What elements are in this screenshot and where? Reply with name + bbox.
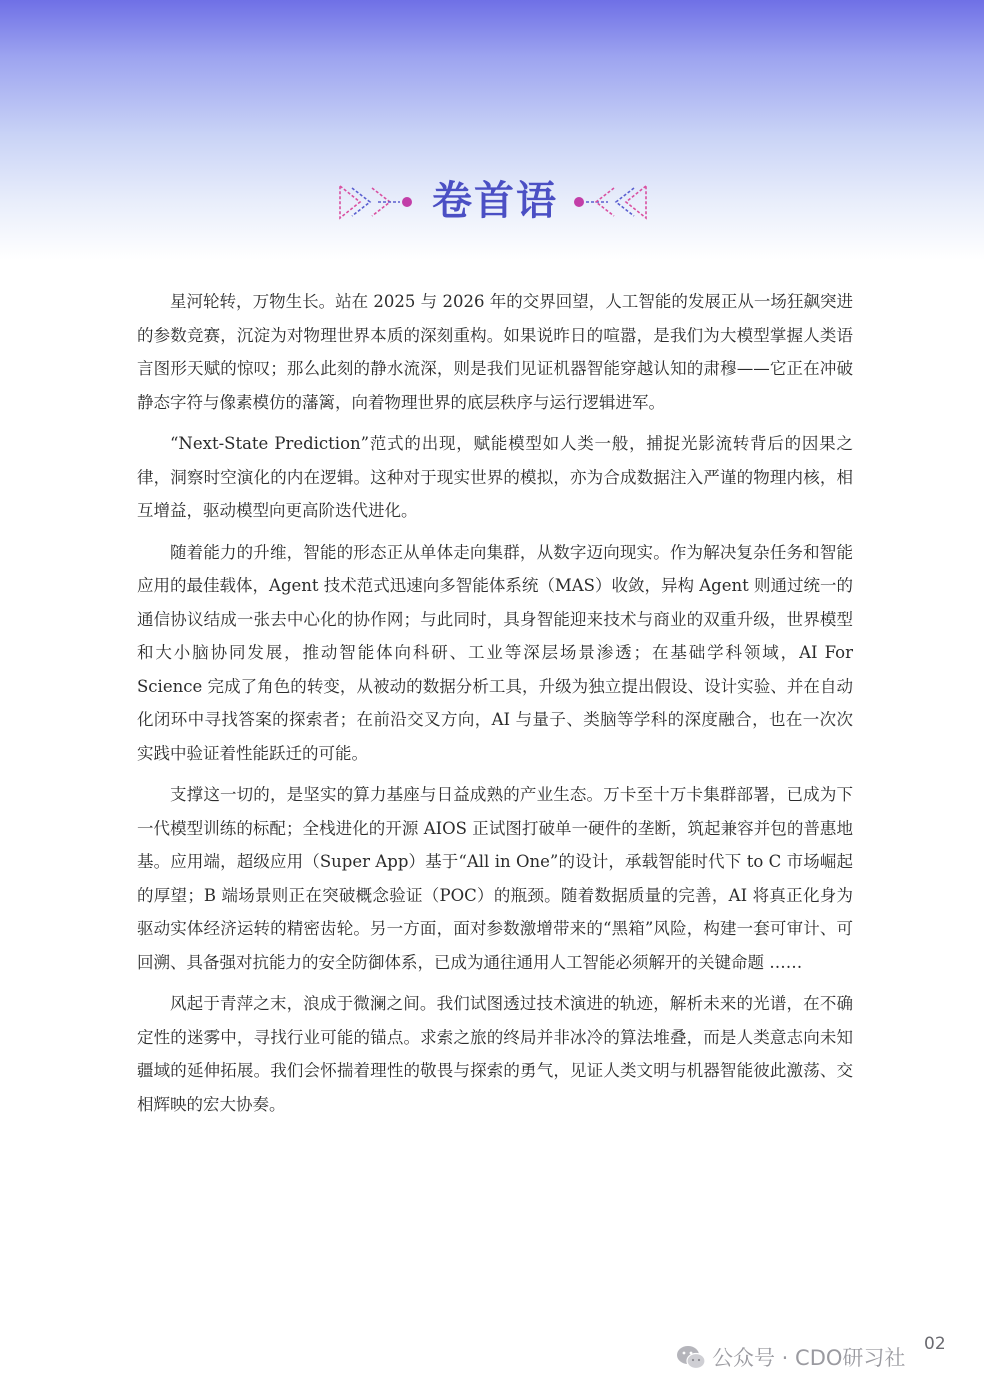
title-decoration-right-icon (570, 182, 650, 222)
page-title: 卷首语 (432, 177, 558, 224)
paragraph: 随着能力的升维，智能的形态正从单体走向集群，从数字迈向现实。作为解决复杂任务和智能应用的最佳载体，Agent 技术范式迅速向多智能体系统（MAS）收敛，异构 Agent 则通过统一的通信协议结成一张去中心化的协作网；与此同时，具身智能迎来技术与商业的双重升级，世界模型和大小脑协同发展，推动智能体向科研、工业等深层场景渗透；在基础学科领域，AI For Science 完成了角色的转变，从被动的数据分析工具，升级为独立提出假设、设计实验、并在自动化闭环中寻找答案的探索者；在前沿交叉方向，AI 与量子、类脑等学科的深度融合，也在一次次实践中验证着性能跃迁的可能。 (137, 542, 853, 763)
title-decoration-left-icon (338, 182, 418, 222)
page-number: 02 (924, 1334, 946, 1354)
paragraph: 风起于青萍之末，浪成于微澜之间。我们试图透过技术演进的轨迹，解析未来的光谱，在不确定性的迷雾中，寻找行业可能的锚点。求索之旅的终局并非冰冷的算法堆叠，而是人类意志向未知疆域的延伸拓展。我们会怀揣着理性的敬畏与探索的勇气，见证人类文明与机器智能彼此激荡、交相辉映的宏大协奏。 (137, 994, 853, 1114)
watermark (676, 1338, 966, 1378)
article-body (137, 285, 853, 1129)
paragraph: “Next-State Prediction”范式的出现，赋能模型如人类一般，捕捉光影流转背后的因果之律，洞察时空演化的内在逻辑。这种对于现实世界的模拟，亦为合成数据注入严谨的物理内核，相互增益，驱动模型向更高阶迭代进化。 (137, 434, 853, 520)
watermark-text: 公众号 · CDO研习社 (712, 1346, 906, 1370)
title-block (0, 170, 984, 240)
paragraph: 支撑这一切的，是坚实的算力基座与日益成熟的产业生态。万卡至十万卡集群部署，已成为下一代模型训练的标配；全栈进化的开源 AIOS 正试图打破单一硬件的垄断，筑起兼容并包的普惠地基。应用端，超级应用（Super App）基于“All in One”的设计，承载智能时代下 to C 市场崛起的厚望；B 端场景则正在突破概念验证（POC）的瓶颈。随着数据质量的完善，AI 将真正化身为驱动实体经济运转的精密齿轮。另一方面，面对参数激增带来的“黑箱”风险，构建一套可审计、可回溯、具备强对抗能力的安全防御体系，已成为通往通用人工智能必须解开的关键命题 …… (137, 785, 853, 972)
wechat-icon (676, 1344, 706, 1372)
paragraph: 星河轮转，万物生长。站在 2025 与 2026 年的交界回望，人工智能的发展正从一场狂飙突进的参数竞赛，沉淀为对物理世界本质的深刻重构。如果说昨日的喧嚣，是我们为大模型掌握人类语言图形天赋的惊叹；那么此刻的静水流深，则是我们见证机器智能穿越认知的肃穆——它正在冲破静态字符与像素模仿的藩篱，向着物理世界的底层秩序与运行逻辑进军。 (137, 292, 853, 412)
